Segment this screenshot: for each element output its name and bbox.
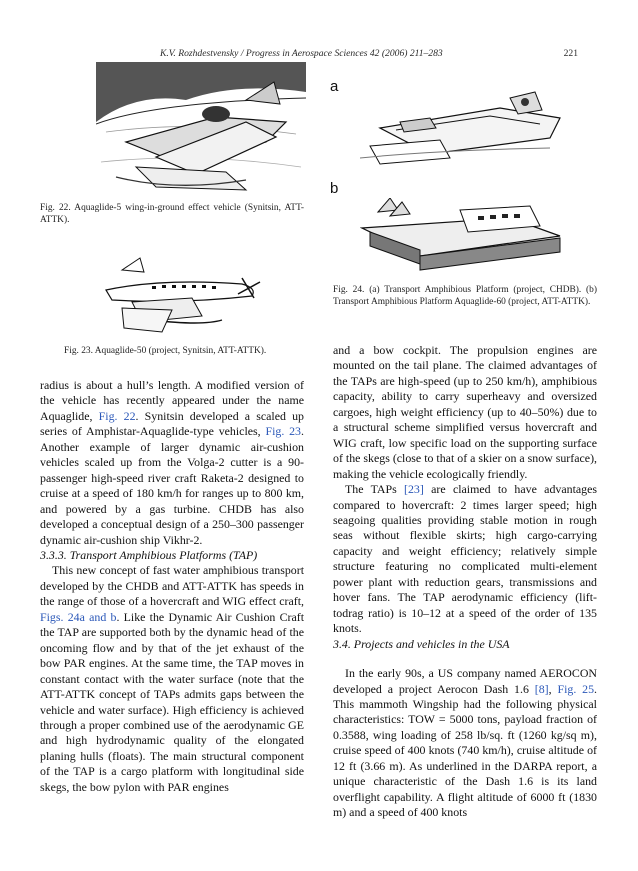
- ref-23-link[interactable]: [23]: [404, 482, 424, 497]
- figure-22-caption: Fig. 22. Aquaglide-5 wing-in-ground effect vehicle (Synitsin, ATT-ATTK).: [40, 203, 304, 226]
- figure-23-caption: Fig. 23. Aquaglide-50 (project, Synitsin, ATT-ATTK).: [64, 346, 267, 356]
- page-number: 221: [563, 48, 578, 59]
- fig-22-link[interactable]: Fig. 22: [98, 408, 136, 423]
- fig-23-link[interactable]: Fig. 23: [265, 424, 302, 439]
- transport-amphibious-platform-illustration: [360, 88, 570, 168]
- left-paragraph-1: radius is about a hull’s length. A modified version of the vehicle has recently appeared under the name Aquaglide, Fig. 22. Synitsin developed a scaled up series of Amphistar-Aquaglide-type vehicles, Fig. 23. Another example of larger dynamic air-cushion vehicles scaled up from the Volga-2 cutter is a 90-passenger high-speed river craft Raketa-2 designed to cruise at a speed of 180 km/h for ranges up to 800 km, and powered by a gas turbine. CHDB has also developed a conceptual design of a 250–300 passenger dynamic air-cushion ship Vikhr-2.: [40, 378, 304, 547]
- fig-24-link[interactable]: Figs. 24a and b: [40, 609, 117, 624]
- figure-24a-image: [360, 88, 570, 168]
- figure-24a-label: a: [330, 78, 339, 95]
- figure-23-image: [92, 250, 264, 338]
- running-header: [160, 48, 578, 59]
- figure-24-caption: Fig. 24. (a) Transport Amphibious Platform (project, CHDB). (b) Transport Amphibious Platform Aquaglide-60 (project, ATT-ATTK).: [333, 285, 597, 308]
- left-column-text: [40, 378, 304, 795]
- right-paragraph-3: In the early 90s, a US company named AEROCON developed a project Aerocon Dash 1.6 [8], Fig. 25. This mammoth Wingship had the following physical characteristics: TOW = 5000 tons, payload fraction of 0.3588, wing loading of 258 lb/sq. ft (1260 kg/sq m), cruise speed of 400 knots (740 km/h), cruise altitude of 12 ft (3.66 m). As underlined in the DARPA report, a unique characteristic of the Dash 1.6 is its land overflight capability. A flight altitude of 6000 ft (1830 m) and a speed of 400 knots: [333, 666, 597, 820]
- right-paragraph-1: and a bow cockpit. The propulsion engines are mounted on the tail plane. The claimed advantages of the TAPs are high-speed (up to 250 km/h), amphibious capacity, ability to carry superheavy and oversized cargoes, high weight efficiency (up to 40–50%) due to a structural scheme simplified versus hovercraft and WIG craft, low specific load on the supporting surface of the skegs (close to that of a skier on a snow surface), making the vehicle ecologically friendly.: [333, 343, 597, 481]
- aquaglide-50-illustration: [92, 250, 264, 338]
- figure-24b-label: b: [330, 180, 339, 197]
- figure-22-image: [96, 62, 306, 197]
- ref-8-link[interactable]: [8]: [534, 681, 549, 696]
- section-heading-3-4: 3.4. Projects and vehicles in the USA: [333, 636, 510, 651]
- figure-24b-image: [360, 198, 570, 278]
- section-heading-3-3-3: 3.3.3. Transport Amphibious Platforms (TAP): [40, 547, 258, 562]
- aquaglide-60-illustration: [360, 198, 570, 278]
- right-column-text: [333, 343, 597, 821]
- right-paragraph-2: The TAPs [23] are claimed to have advantages compared to hovercraft: 2 times larger speed; high seagoing qualities providing stable motion in rough seas without flexible skirts; high cargo-carrying capacity and weight efficiency; relatively simple structure featuring no complicated multi-element power plant with reduction gears, transmissions and hover fans. The TAP aerodynamic efficiency (lift-todrag ratio) is 10–12 at a speed of the order of 135 knots.: [333, 482, 597, 636]
- aquaglide-5-illustration: [96, 62, 306, 197]
- fig-25-link[interactable]: Fig. 25: [557, 681, 595, 696]
- running-head-text: K.V. Rozhdestvensky / Progress in Aerospace Sciences 42 (2006) 211–283: [160, 48, 443, 59]
- left-paragraph-2: This new concept of fast water amphibious transport developed by the CHDB and ATT-ATTK has speeds in the range of those of a hovercraft and WIG effect craft, Figs. 24a and b. Like the Dynamic Air Cushion Craft the TAP are supported both by the dynamic head of the oncoming flow and by that of the jet exhaust of the bow PAR engines. At the same time, the TAP moves in constant contact with the water surface (note that the ATT-ATTK concept of TAPs admits gaps between the vehicle and water surface). High efficiency is achieved through a proper combined use of the aerodynamic GE and high hydrodynamic quality of the elongated planing hulls (floats). The main structural component of the TAP is a cargo platform with longitudinal side skegs, the bow pylon with PAR engines: [40, 563, 304, 794]
